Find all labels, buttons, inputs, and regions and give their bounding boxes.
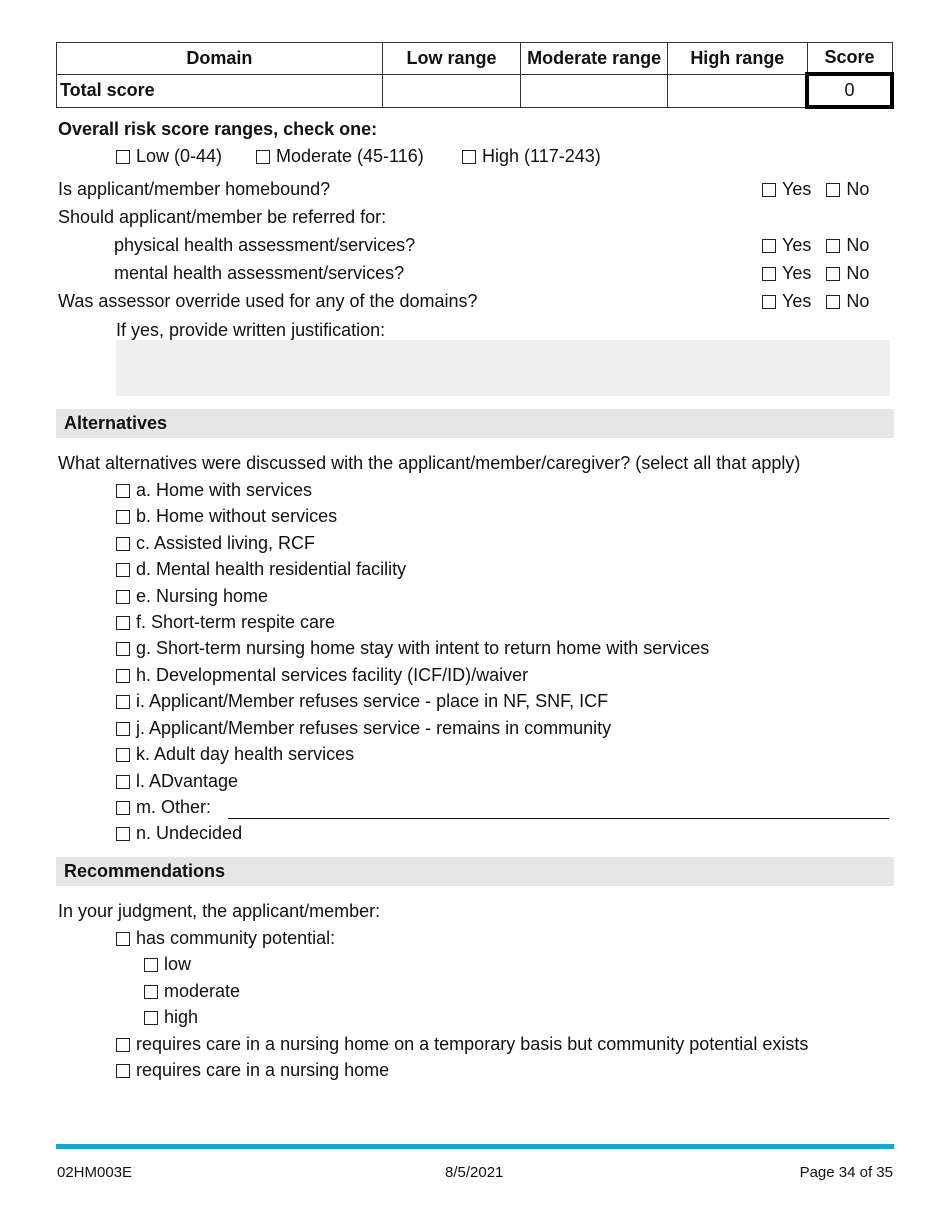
- alternative-label: i. Applicant/Member refuses service - place in NF, SNF, ICF: [136, 691, 609, 711]
- homebound-yes-checkbox[interactable]: [762, 183, 776, 197]
- no-label: No: [846, 291, 870, 311]
- checkbox-moderate[interactable]: [256, 150, 270, 164]
- override-yes-checkbox[interactable]: [762, 295, 776, 309]
- footer-page-number: Page 34 of 35: [799, 1164, 893, 1181]
- yes-label: Yes: [782, 235, 812, 255]
- question-physical: physical health assessment/services?: [114, 235, 416, 255]
- no-label: No: [846, 179, 870, 199]
- alternative-checkbox[interactable]: [116, 642, 130, 656]
- checkbox-high[interactable]: [462, 150, 476, 164]
- recommendations-header: Recommendations: [56, 857, 894, 886]
- header-domain: Domain: [57, 43, 383, 75]
- alternative-item[interactable]: [116, 559, 406, 580]
- total-score-value[interactable]: 0: [807, 74, 892, 107]
- alternative-label: m. Other:: [136, 797, 212, 817]
- yes-label: Yes: [782, 291, 812, 311]
- homebound-no-checkbox[interactable]: [826, 183, 840, 197]
- override-yes-no: [762, 291, 869, 312]
- risk-option-low-label: Low (0-44): [136, 146, 223, 166]
- alternative-checkbox[interactable]: [116, 484, 130, 498]
- high-range-cell: [668, 74, 808, 107]
- alternative-item[interactable]: [116, 533, 315, 554]
- community-checkbox[interactable]: [116, 932, 130, 946]
- mental-yes-no: [762, 263, 869, 284]
- alternative-label: g. Short-term nursing home stay with intent to return home with services: [136, 638, 710, 658]
- question-mental: mental health assessment/services?: [114, 263, 405, 283]
- alternative-item[interactable]: [116, 665, 528, 686]
- score-table-header: [57, 43, 893, 75]
- alternative-item[interactable]: [116, 612, 335, 633]
- alternative-label: d. Mental health residential facility: [136, 559, 407, 579]
- low-label: low: [164, 954, 192, 974]
- score-table: [56, 42, 894, 109]
- alternative-item[interactable]: [116, 638, 709, 659]
- alternative-checkbox[interactable]: [116, 827, 130, 841]
- question-homebound: Is applicant/member homebound?: [58, 179, 331, 199]
- header-high-range: High range: [668, 43, 808, 75]
- justification-field[interactable]: [116, 340, 890, 396]
- low-checkbox[interactable]: [144, 958, 158, 972]
- physical-yes-checkbox[interactable]: [762, 239, 776, 253]
- header-moderate-range: Moderate range: [521, 43, 668, 75]
- header-score: Score: [807, 43, 892, 75]
- risk-heading: Overall risk score ranges, check one:: [58, 119, 378, 139]
- alternative-item[interactable]: [116, 718, 611, 739]
- community-label: has community potential:: [136, 928, 336, 948]
- alternative-checkbox[interactable]: [116, 510, 130, 524]
- homebound-yes-no: [762, 179, 869, 200]
- footer-rule: [56, 1144, 894, 1149]
- community-level-high[interactable]: [144, 1007, 198, 1028]
- risk-option-moderate-label: Moderate (45-116): [276, 146, 424, 166]
- total-score-label: Total score: [57, 74, 383, 107]
- community-level-low[interactable]: [144, 954, 191, 975]
- alternative-label: e. Nursing home: [136, 586, 269, 606]
- temporary-label: requires care in a nursing home on a temporary basis but community potential exists: [136, 1034, 809, 1054]
- question-referred: Should applicant/member be referred for:: [58, 207, 387, 227]
- total-score-row: [57, 74, 893, 107]
- alternative-label: a. Home with services: [136, 480, 313, 500]
- community-level-moderate[interactable]: [144, 981, 240, 1002]
- alternative-label: l. ADvantage: [136, 771, 239, 791]
- alternative-item[interactable]: [116, 506, 337, 527]
- no-label: No: [846, 235, 870, 255]
- alternative-item[interactable]: [116, 823, 242, 844]
- temporary-checkbox[interactable]: [116, 1038, 130, 1052]
- moderate-range-cell: [521, 74, 668, 107]
- moderate-label: moderate: [164, 981, 241, 1001]
- recommendation-nursing-home[interactable]: [116, 1060, 389, 1081]
- no-label: No: [846, 263, 870, 283]
- alternative-checkbox[interactable]: [116, 590, 130, 604]
- alternative-label: c. Assisted living, RCF: [136, 533, 316, 553]
- mental-no-checkbox[interactable]: [826, 267, 840, 281]
- high-label: high: [164, 1007, 199, 1027]
- recommendation-community[interactable]: [116, 928, 335, 949]
- alternative-label: k. Adult day health services: [136, 744, 355, 764]
- nursing-home-label: requires care in a nursing home: [136, 1060, 390, 1080]
- header-low-range: Low range: [382, 43, 521, 75]
- low-range-cell: [382, 74, 521, 107]
- alternative-item[interactable]: [116, 744, 354, 765]
- recommendations-prompt: In your judgment, the applicant/member:: [58, 901, 381, 921]
- yes-label: Yes: [782, 179, 812, 199]
- alternative-item[interactable]: [116, 691, 608, 712]
- yes-label: Yes: [782, 263, 812, 283]
- question-override: Was assessor override used for any of the domains?: [58, 291, 478, 311]
- risk-option-high-label: High (117-243): [482, 146, 601, 166]
- alternative-label: n. Undecided: [136, 823, 243, 843]
- justification-label: If yes, provide written justification:: [116, 320, 386, 340]
- mental-yes-checkbox[interactable]: [762, 267, 776, 281]
- alternatives-prompt: What alternatives were discussed with the applicant/member/caregiver? (select all that apply): [58, 453, 801, 473]
- other-text-field[interactable]: [228, 818, 889, 819]
- alternative-checkbox[interactable]: [116, 722, 130, 736]
- alternative-label: b. Home without services: [136, 506, 338, 526]
- alternative-item[interactable]: [116, 771, 238, 792]
- override-no-checkbox[interactable]: [826, 295, 840, 309]
- alternative-checkbox[interactable]: [116, 801, 130, 815]
- alternative-checkbox[interactable]: [116, 616, 130, 630]
- moderate-checkbox[interactable]: [144, 985, 158, 999]
- alternative-label: f. Short-term respite care: [136, 612, 336, 632]
- alternatives-header: Alternatives: [56, 409, 894, 438]
- recommendation-temporary[interactable]: [116, 1034, 808, 1055]
- alternative-checkbox[interactable]: [116, 775, 130, 789]
- risk-option-moderate[interactable]: [256, 146, 424, 167]
- high-checkbox[interactable]: [144, 1011, 158, 1025]
- alternative-label: j. Applicant/Member refuses service - remains in community: [136, 718, 612, 738]
- alternative-item[interactable]: [116, 797, 211, 818]
- risk-option-high[interactable]: [462, 146, 601, 167]
- checkbox-low[interactable]: [116, 150, 130, 164]
- footer-date: 8/5/2021: [445, 1164, 504, 1181]
- alternative-label: h. Developmental services facility (ICF/ID)/waiver: [136, 665, 529, 685]
- physical-yes-no: [762, 235, 869, 256]
- alternative-checkbox[interactable]: [116, 695, 130, 709]
- alternative-checkbox[interactable]: [116, 748, 130, 762]
- alternative-item[interactable]: [116, 586, 268, 607]
- alternative-checkbox[interactable]: [116, 537, 130, 551]
- risk-option-low[interactable]: [116, 146, 222, 167]
- alternative-checkbox[interactable]: [116, 669, 130, 683]
- footer-form-id: 02HM003E: [57, 1164, 133, 1181]
- physical-no-checkbox[interactable]: [826, 239, 840, 253]
- alternative-item[interactable]: [116, 480, 312, 501]
- nursing-home-checkbox[interactable]: [116, 1064, 130, 1078]
- alternative-checkbox[interactable]: [116, 563, 130, 577]
